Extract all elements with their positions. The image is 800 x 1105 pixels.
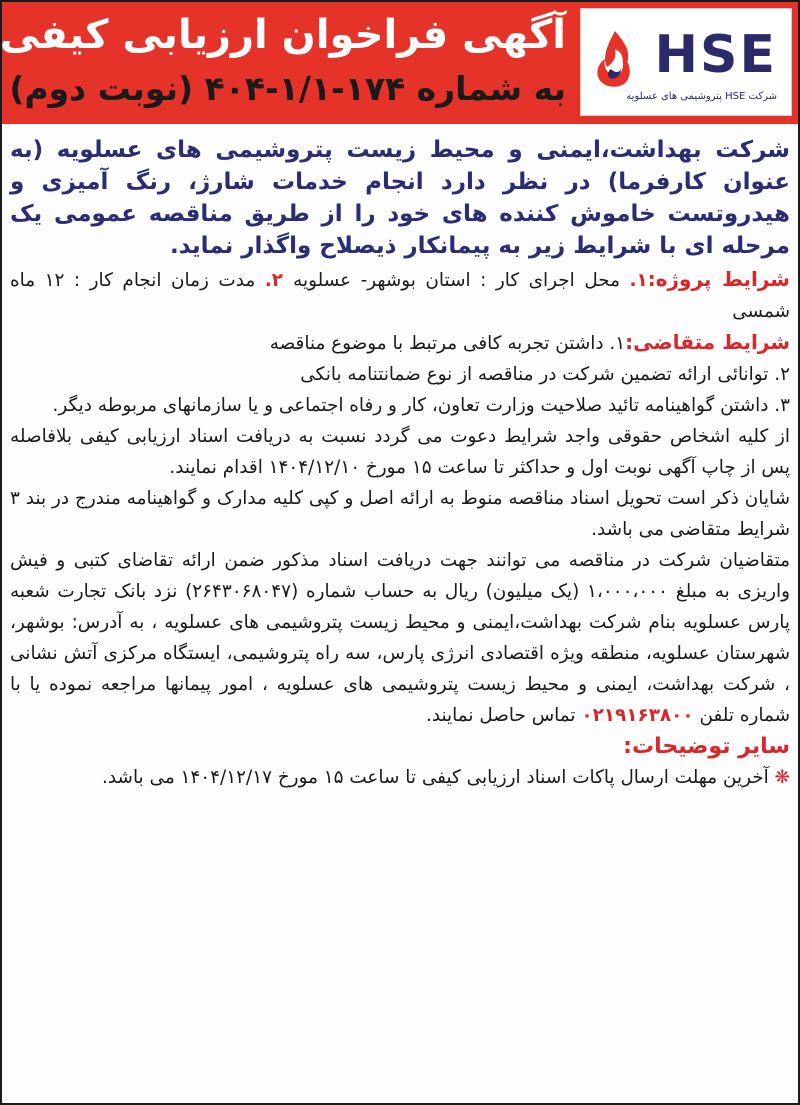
- other-note-item: [10, 762, 790, 793]
- logo-wordmark: HSE: [654, 25, 777, 85]
- company-logo: [580, 8, 792, 116]
- payment-paragraph: [10, 545, 790, 731]
- project-item2-text: مدت زمان انجام کار : ۱۲ ماه شمسی: [10, 270, 790, 322]
- applicant-item3: ۳. داشتن گواهینامه تائید صلاحیت وزارت تعاون، کار و رفاه اجتماعی و یا سازمانهای مربوطه دیگر.: [52, 395, 790, 416]
- applicant-item1: ۱. داشتن تجربه کافی مرتبط با موضوع مناقصه: [269, 333, 626, 354]
- applicant-conditions-heading: شرایط متقاضی:: [625, 330, 790, 354]
- notice-body: [10, 134, 790, 793]
- phone-number: ۰۲۱۹۱۶۳۸۰۰: [581, 705, 694, 726]
- contact-end-text: تماس حاصل نمایند.: [425, 705, 582, 726]
- invitation-paragraph: از کلیه اشخاص حقوقی واجد شرایط دعوت می گردد نسبت به دریافت اسناد ارزیابی کیفی بلافاصله پس از چاپ آگهی نوبت اول و حداکثر تا ساعت ۱۵ مورخ ۱۴۰۴/۱۲/۱۰ اقدام نمایند.: [10, 426, 790, 478]
- header-banner: [2, 2, 798, 124]
- payment-text: متقاضیان شرکت در مناقصه می توانند جهت دریافت اسناد مذکور ضمن ارائه تقاضای کتبی و فیش واریزی به مبلغ ۱،۰۰۰،۰۰۰ (یک میلیون) ریال به حساب شماره (۲۶۴۳۰۶۸۰۴۷) نزد بانک تجارت شعبه پارس عسلویه بنام شرکت بهداشت،ایمنی و محیط زیست پتروشیمی های عسلویه ، به آدرس: بوشهر، شهرستان عسلویه، منطقه ویژه اقتصادی انرژی پارس، سه راه پتروشیمی، ایستگاه مرکزی آتش نشانی ، شرکت بهداشت، ایمنی و محیط زیست پتروشیمی های عسلویه ، امور پیمانها مراجعه نموده یا با شماره تلفن: [10, 550, 790, 726]
- project-item2-number: ۲.: [264, 270, 294, 291]
- intro-paragraph: شرکت بهداشت،ایمنی و محیط زیست پتروشیمی های عسلویه (به عنوان کارفرما) در نظر دارد انجام خدمات شارژ، رنگ آمیزی و هیدروتست خاموش کننده های خود را از طریق مناقصه عمومی یک مرحله ای با شرایط زیر به پیمانکار ذیصلاح واگذار نماید.: [10, 137, 790, 259]
- flame-logo-icon: [591, 29, 639, 91]
- bullet-star-icon: ❋: [774, 767, 790, 788]
- project-item1-number: ۱.: [629, 270, 648, 291]
- project-item1-text: محل اجرای کار : استان بوشهر- عسلویه: [293, 270, 630, 291]
- notice-title: آگهی فراخوان ارزیابی کیفی: [0, 12, 566, 58]
- logo-subtitle: شرکت HSE پتروشیمی های عسلویه: [626, 91, 777, 102]
- delivery-paragraph: شایان ذکر است تحویل اسناد مناقصه منوط به ارائه اصل و کپی کلیه مدارک و گواهینامه مندرج در بند ۳ شرایط متقاضی می باشد.: [10, 488, 790, 540]
- other-note-text: آخرین مهلت ارسال پاکات اسناد ارزیابی کیفی تا ساعت ۱۵ مورخ ۱۴۰۴/۱۲/۱۷ می باشد.: [102, 767, 775, 788]
- project-conditions-heading: شرایط پروژه:: [647, 267, 790, 291]
- other-notes-heading: سایر توضیحات:: [623, 734, 790, 759]
- notice-number: به شماره ۱۷۴-۱/۱-۴۰۴ (نوبت دوم): [9, 69, 566, 108]
- project-conditions: [10, 264, 790, 327]
- applicant-item2: ۲. توانائی ارائه تضمین شرکت در مناقصه از نوع ضمانتنامه بانکی: [300, 364, 790, 385]
- applicant-conditions: [10, 327, 790, 359]
